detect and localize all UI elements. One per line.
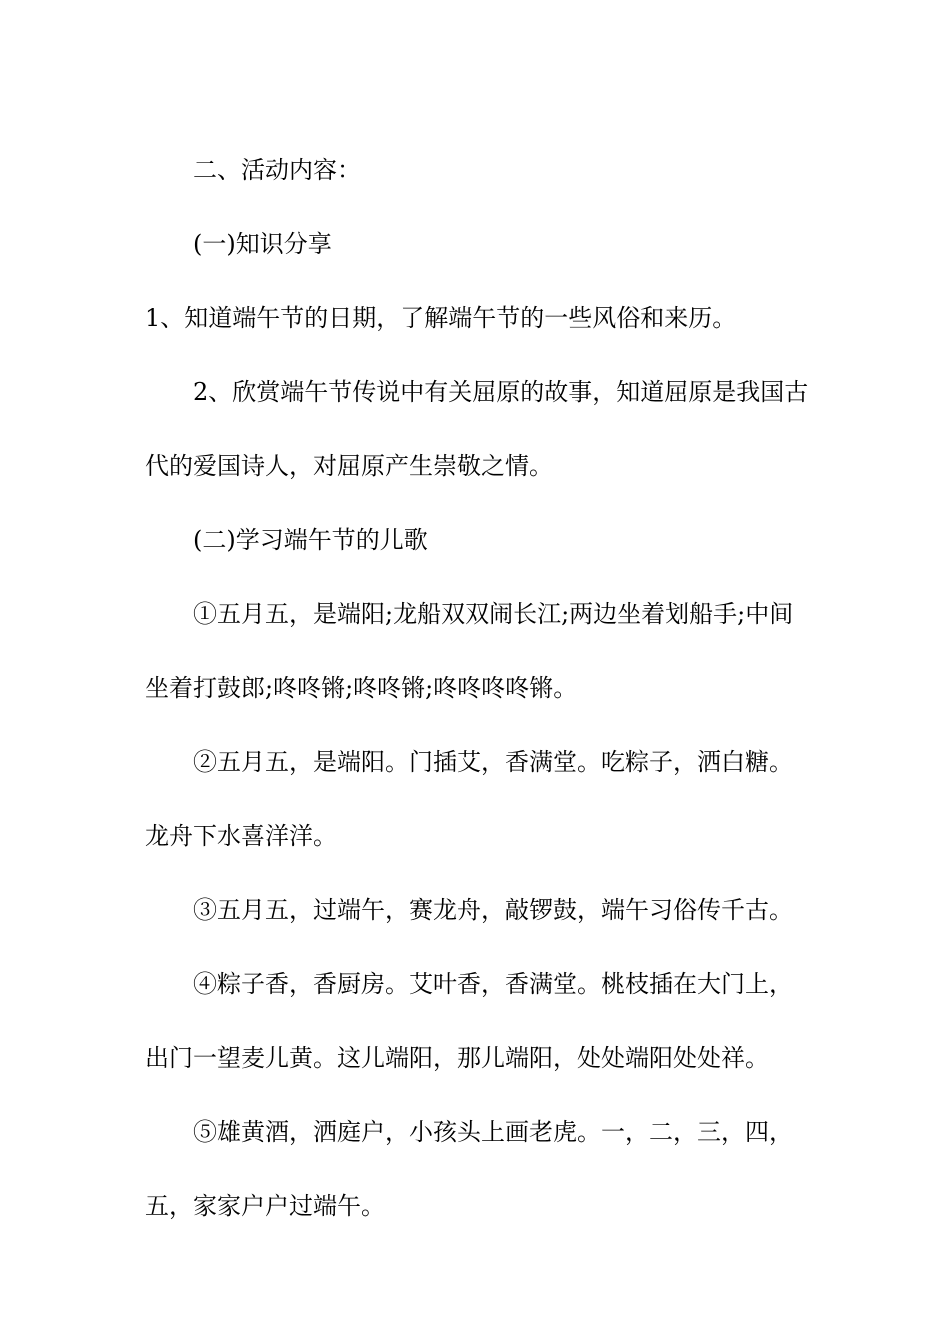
song-4: ④粽子香，香厨房。艾叶香，香满堂。桃枝插在大门上，出门一望麦儿黄。这儿端阳，那儿端阳，处处端阳处处祥。 bbox=[145, 970, 793, 1072]
document-body bbox=[145, 133, 810, 1243]
paragraph-item-2: 2、欣赏端午节传说中有关屈原的故事，知道屈原是我国古代的爱国诗人，对屈原产生崇敬之情。 bbox=[145, 378, 809, 480]
paragraph-item-1: 1、知道端午节的日期，了解端午节的一些风俗和来历。 bbox=[145, 304, 737, 332]
section-heading-activity-content: 二、活动内容： bbox=[193, 156, 361, 184]
song-3: ③五月五，过端午，赛龙舟，敲锣鼓，端午习俗传千古。 bbox=[193, 896, 793, 924]
song-1: ①五月五，是端阳;龙船双双闹长江;两边坐着划船手;中间坐着打鼓郎;咚咚锵;咚咚锵;咚咚咚咚锵。 bbox=[145, 600, 794, 702]
song-2: ②五月五，是端阳。门插艾，香满堂。吃粽子，洒白糖。龙舟下水喜洋洋。 bbox=[145, 748, 793, 850]
subheading-knowledge-sharing: (一)知识分享 bbox=[193, 230, 332, 258]
subheading-learn-songs: (二)学习端午节的儿歌 bbox=[193, 526, 428, 554]
song-5: ⑤雄黄酒，洒庭户，小孩头上画老虎。一，二，三，四，五，家家户户过端午。 bbox=[145, 1118, 793, 1220]
